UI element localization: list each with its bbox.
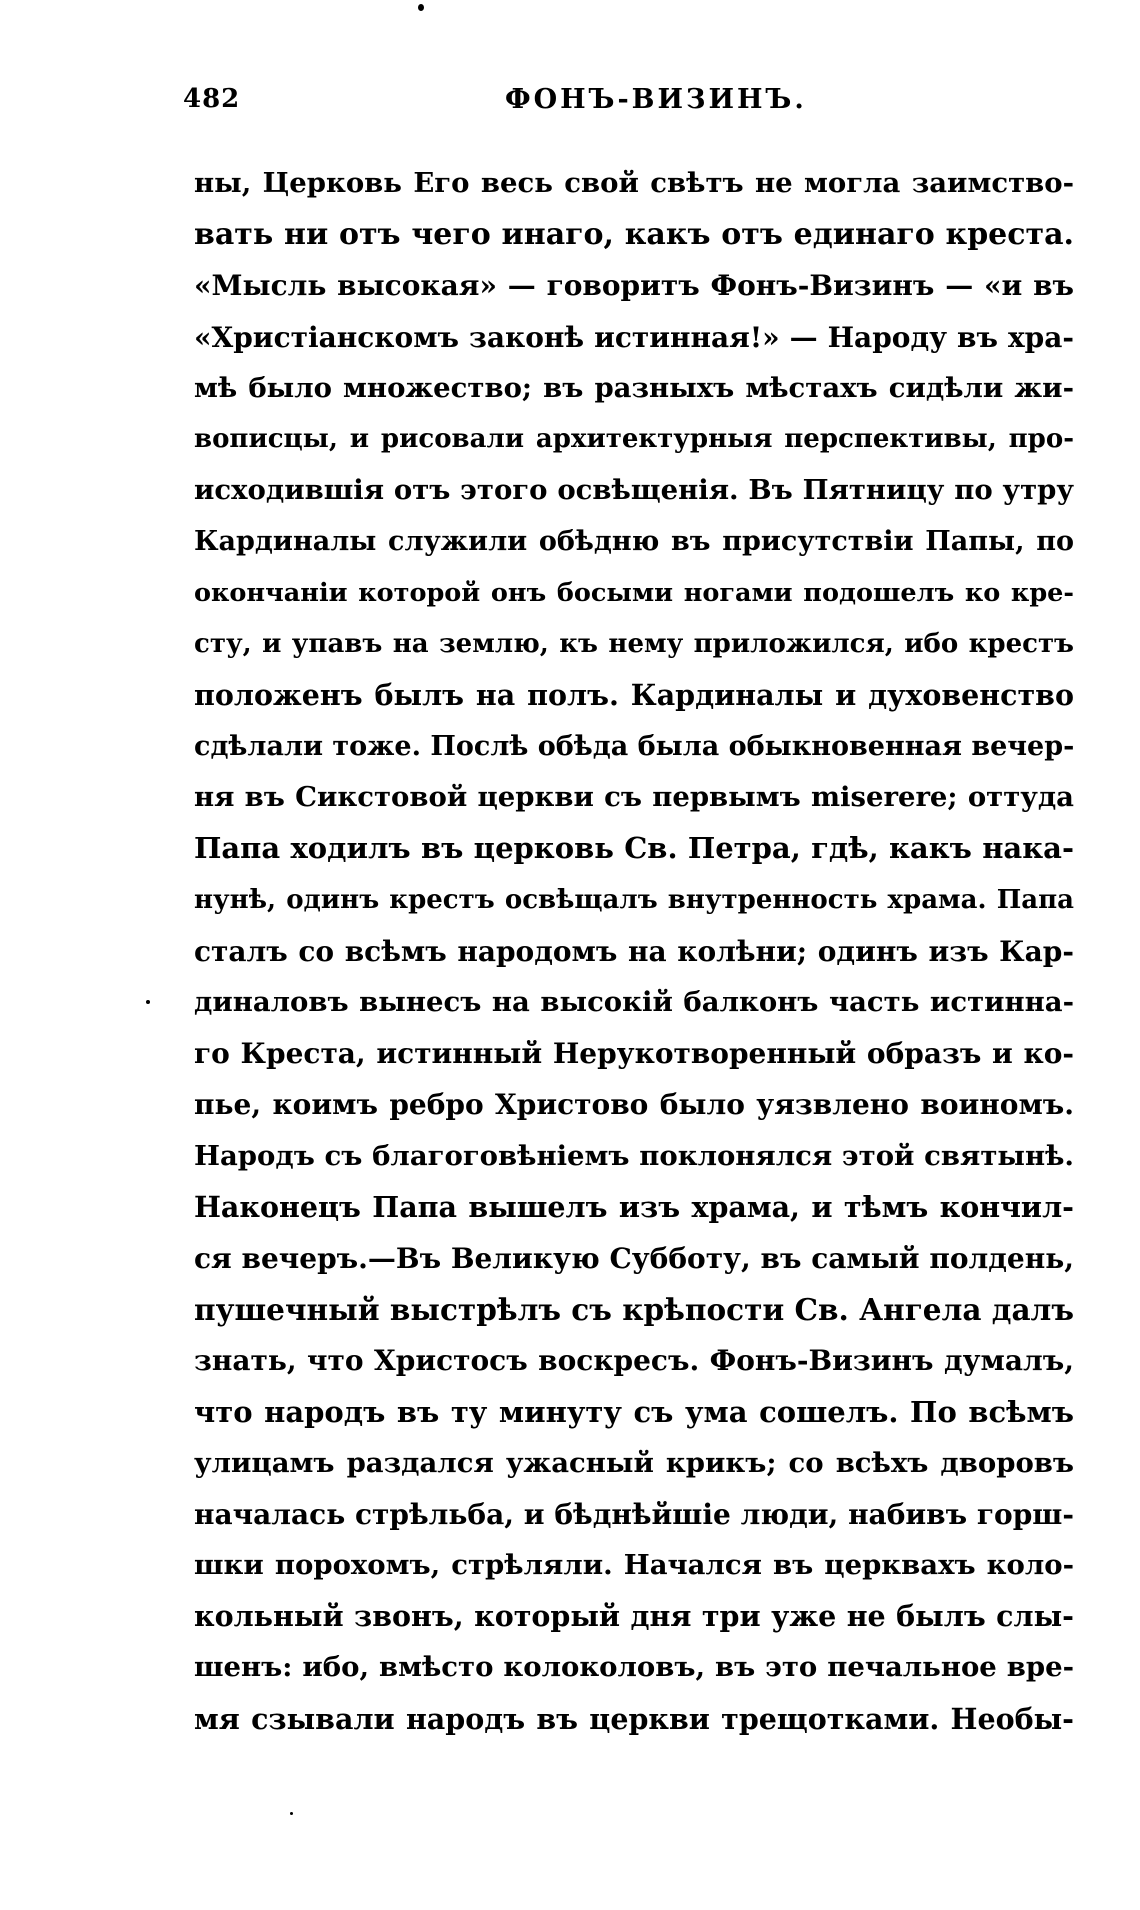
- text-line: окончаніи которой онъ босыми ногами подошелъ ко кре-: [194, 577, 1074, 608]
- text-line: го Креста, истинный Нерукотворенный образъ и ко-: [194, 1037, 1074, 1071]
- text-line: что народъ въ ту минуту съ ума сошелъ. По всѣмъ: [194, 1394, 1074, 1429]
- running-title: ФОНЪ-ВИЗИНЪ.: [505, 84, 807, 115]
- scan-speck: [290, 1812, 293, 1815]
- text-line: Народъ съ благоговѣніемъ поклонялся этой святынѣ.: [194, 1139, 1074, 1172]
- page-header: [175, 84, 1075, 124]
- text-line: диналовъ вынесъ на высокій балконъ часть истинна-: [194, 986, 1074, 1018]
- text-line: шки порохомъ, стрѣляли. Начался въ церквахъ коло-: [194, 1549, 1074, 1582]
- text-line: положенъ былъ на полъ. Кардиналы и духовенство: [194, 677, 1074, 712]
- scan-speck: [418, 4, 424, 11]
- scan-speck: [146, 1000, 150, 1004]
- text-line: пье, коимъ ребро Христово было уязвлено воиномъ.: [194, 1088, 1074, 1122]
- text-line: Кардиналы служили обѣдню въ присутствіи Папы, по: [194, 526, 1074, 558]
- text-line: Наконецъ Папа вышелъ изъ храма, и тѣмъ кончил-: [194, 1189, 1074, 1224]
- text-line: знать, что Христосъ воскресъ. Фонъ-Визинъ думалъ,: [194, 1344, 1074, 1378]
- text-line: исходившія отъ этого освѣщенія. Въ Пятницу по утру: [194, 474, 1074, 507]
- text-line: ся вечеръ.—Въ Великую Субботу, въ самый полдень,: [194, 1241, 1074, 1275]
- text-line: сдѣлали тоже. Послѣ обѣда была обыкновенная вечер-: [194, 731, 1074, 763]
- text-line: вать ни отъ чего инаго, какъ отъ единаго креста.: [194, 217, 1074, 253]
- text-line: ны, Церковь Его весь свой свѣтъ не могла заимство-: [194, 167, 1074, 199]
- text-line: началась стрѣльба, и бѣднѣйшіе люди, набивъ горш-: [194, 1497, 1074, 1531]
- text-line: улицамъ раздался ужасный крикъ; со всѣхъ дворовъ: [194, 1446, 1074, 1479]
- text-line: «Христіанскомъ законѣ истинная!» — Народу въ хра-: [194, 320, 1074, 354]
- text-line: Папа ходилъ въ церковь Св. Петра, гдѣ, какъ нака-: [194, 831, 1074, 866]
- text-line: кольный звонъ, который дня три уже не былъ слы-: [194, 1599, 1074, 1634]
- text-line: пушечный выстрѣлъ съ крѣпости Св. Ангела далъ: [194, 1292, 1074, 1328]
- text-line: «Мысль высокая» — говоритъ Фонъ-Визинъ — «и въ: [194, 269, 1074, 303]
- text-line: шенъ: ибо, вмѣсто колоколовъ, въ это печальное вре-: [194, 1651, 1074, 1684]
- body-text: [194, 158, 1074, 1745]
- page-number: 482: [183, 84, 241, 114]
- text-line: мѣ было множество; въ разныхъ мѣстахъ сидѣли жи-: [194, 371, 1074, 404]
- text-line: мя сзывали народъ въ церкви трещотками. Необы-: [194, 1701, 1074, 1736]
- text-line: сту, и упавъ на землю, къ нему приложился, ибо крестъ: [194, 628, 1074, 659]
- text-line: ня въ Сикстовой церкви съ первымъ miserere; оттуда: [194, 781, 1074, 814]
- text-line: сталъ со всѣмъ народомъ на колѣни; одинъ изъ Кар-: [194, 934, 1074, 968]
- text-line: нунѣ, одинъ крестъ освѣщалъ внутренность храма. Папа: [194, 884, 1074, 915]
- text-line: вописцы, и рисовали архитектурныя перспективы, про-: [194, 423, 1074, 454]
